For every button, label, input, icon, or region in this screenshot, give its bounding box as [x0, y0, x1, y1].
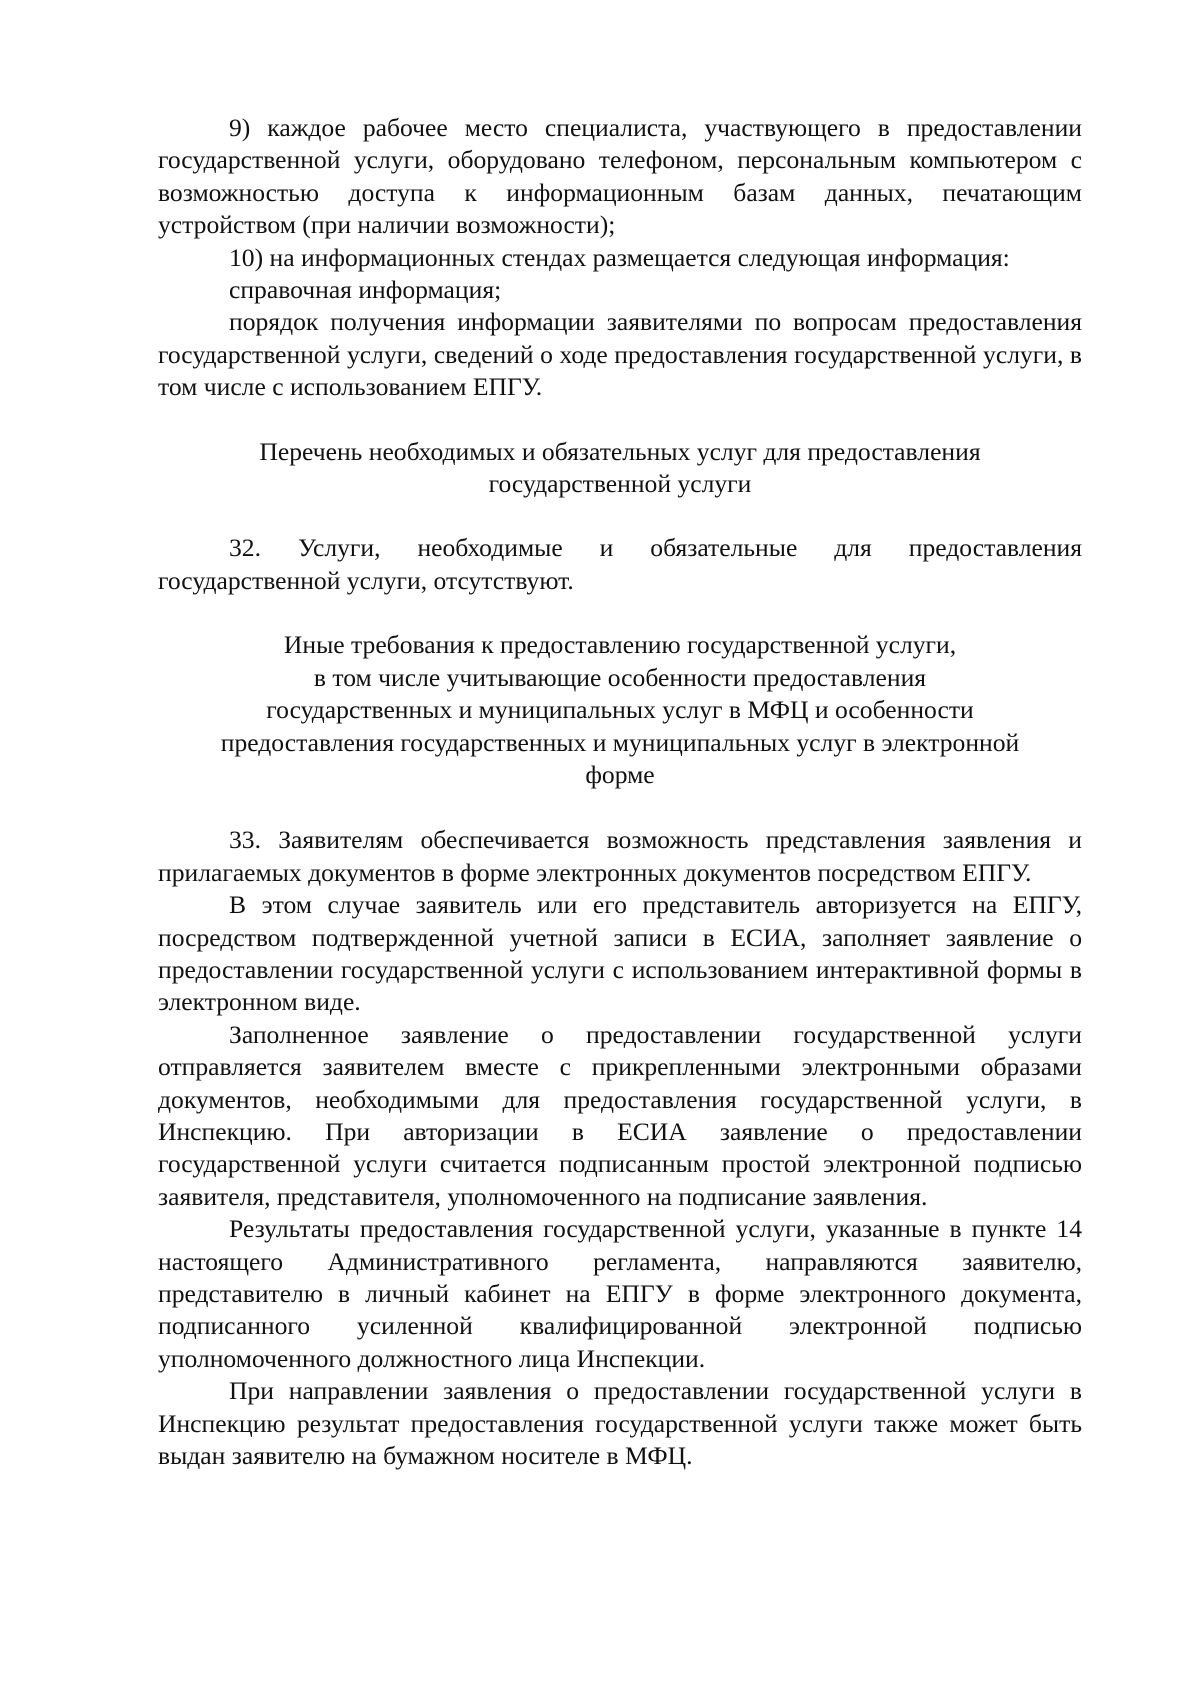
paragraph-item-9: 9) каждое рабочее место специалиста, участвующего в предоставлении государственной услуги, оборудовано телефоном, персональным компьютером с возможностью доступа к информационным базам данных, печатающим устройством (при наличии возможности);	[158, 113, 1082, 240]
paragraph-item-10: 10) на информационных стендах размещается следующая информация:	[229, 242, 1010, 272]
heading-line: Иные требования к предоставлению государственной услуги,	[283, 630, 957, 660]
paragraph-paper-result: При направлении заявления о предоставлении государственной услуги в Инспекцию результат предоставления государственной услуги также может быть выдан заявителю на бумажном носителе в МФЦ.	[158, 1376, 1082, 1471]
section-heading-other-requirements	[158, 629, 1082, 791]
paragraph-item-33: 33. Заявителям обеспечивается возможность представления заявления и прилагаемых документов в форме электронных документов посредством ЕПГУ.	[158, 825, 1082, 887]
section-heading-required-services	[158, 436, 1082, 501]
paragraph-results: Результаты предоставления государственной услуги, указанные в пункте 14 настоящего Административного регламента, направляются заявителю, представителю в личный кабинет на ЕПГУ в форме электронного документа, подписанного усиленной квалифицированной электронной подписью уполномоченного должностного лица Инспекции.	[158, 1214, 1082, 1373]
heading-line: Перечень необходимых и обязательных услуг для предоставления	[259, 436, 981, 466]
paragraph-authorization: В этом случае заявитель или его представитель авторизуется на ЕПГУ, посредством подтвержденной учетной записи в ЕСИА, заполняет заявление о предоставлении государственной услуги с использованием интерактивной формы в электронном виде.	[158, 890, 1082, 1017]
heading-line: государственных и муниципальных услуг в МФЦ и особенности	[266, 695, 974, 725]
paragraph-info-procedure: порядок получения информации заявителями по вопросам предоставления государственной услуги, сведений о ходе предоставления государственной услуги, в том числе с использованием ЕПГУ.	[158, 307, 1082, 402]
paragraph-submission: Заполненное заявление о предоставлении государственной услуги отправляется заявителем вместе с прикрепленными электронными образами документов, необходимыми для предоставления государственной услуги, в Инспекцию. При авторизации в ЕСИА заявление о предоставлении государственной услуги считается подписанным простой электронной подписью заявителя, представителя, уполномоченного на подписание заявления.	[158, 1019, 1082, 1211]
spacer	[158, 404, 1082, 436]
heading-line: предоставления государственных и муниципальных услуг в электронной	[220, 727, 1020, 757]
spacer	[158, 597, 1082, 629]
heading-line: форме	[585, 759, 655, 789]
spacer	[158, 791, 1082, 824]
heading-line: в том числе учитывающие особенности предоставления	[313, 662, 927, 692]
paragraph-item-32: 32. Услуги, необходимые и обязательные для предоставления государственной услуги, отсутствуют.	[158, 533, 1082, 595]
spacer	[158, 500, 1082, 532]
heading-line: государственной услуги	[488, 469, 752, 499]
paragraph-reference-info: справочная информация;	[229, 275, 502, 305]
